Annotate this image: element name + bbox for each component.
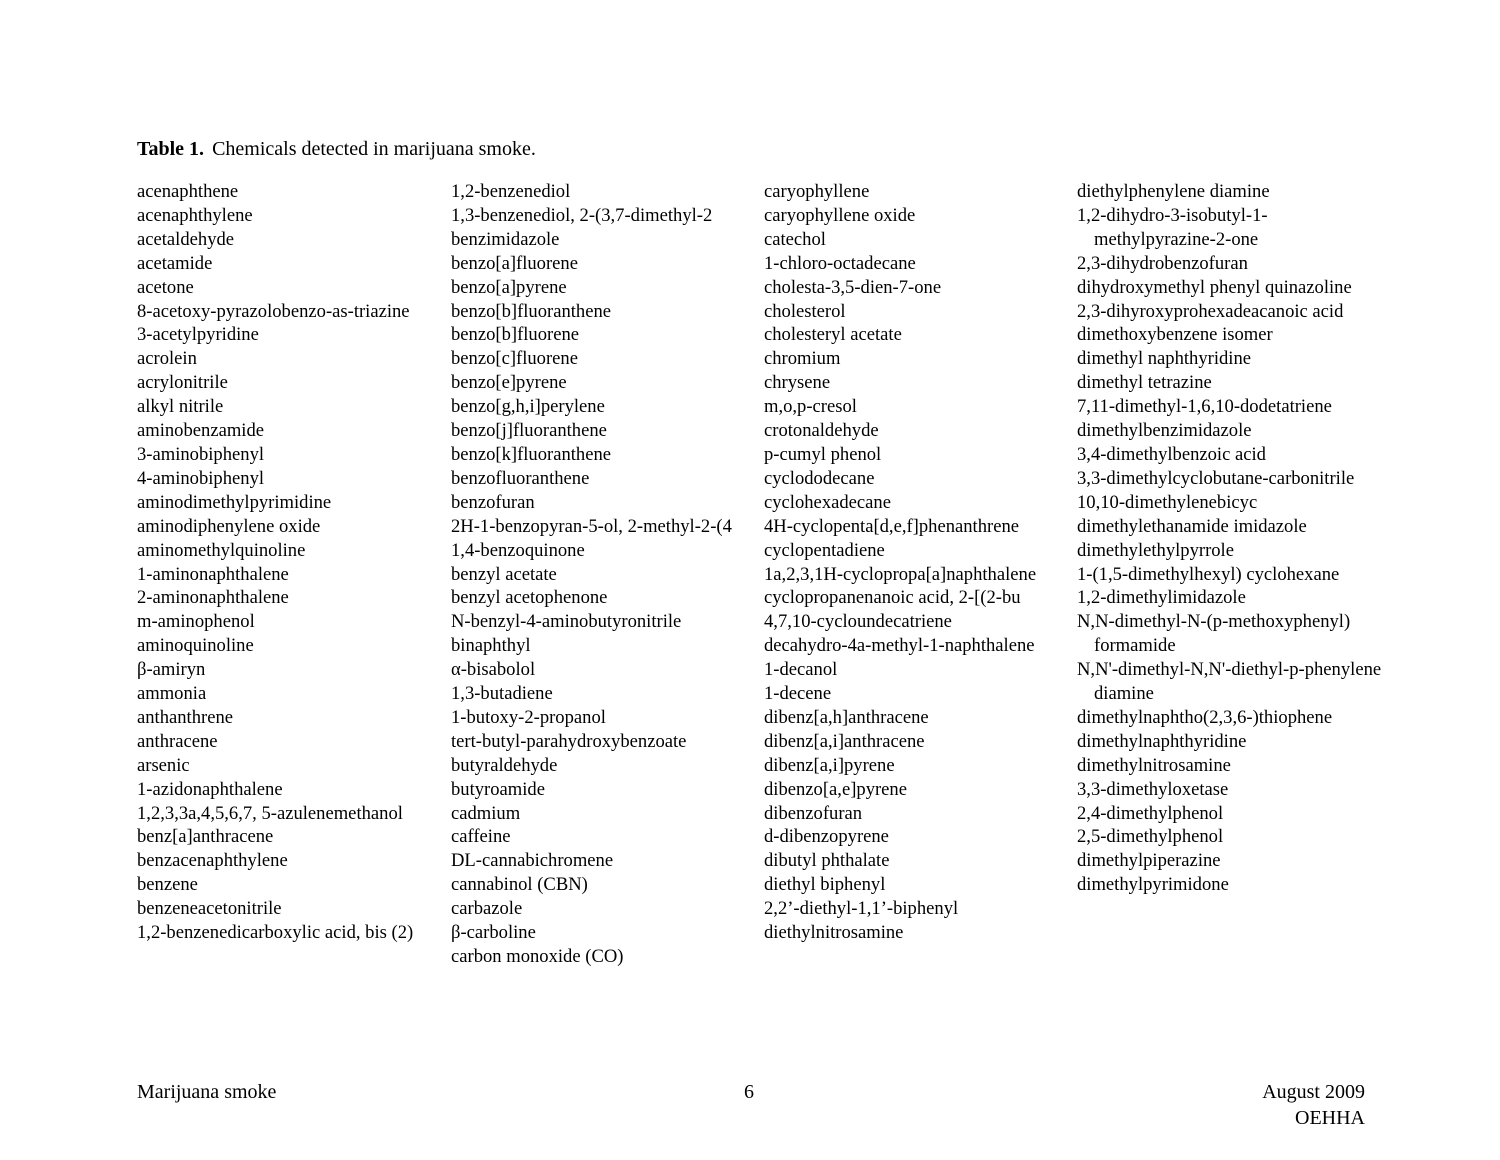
chemical-list-item: 2H-1-benzopyran-5-ol, 2-methyl-2-(4 [451,515,732,537]
chemical-list-item: 1-(1,5-dimethylhexyl) cyclohexane [1077,563,1340,585]
chemical-list-item: d-dibenzopyrene [764,826,889,848]
chemical-list-item: benzyl acetate [451,563,557,585]
footer-page-number: 6 [744,1081,754,1103]
chemical-list-item: 1,2,3,3a,4,5,6,7, 5-azulenemethanol [137,802,403,824]
chemical-list-item: aminomethylquinoline [137,539,306,561]
chemical-list-item: m-aminophenol [137,611,255,633]
chemical-list-column-1 [137,180,437,945]
chemical-list-item: anthracene [137,730,218,752]
chemical-list-item: 1-decanol [764,659,838,681]
chemical-list-item: 2,2’-diethyl-1,1’-biphenyl [764,898,959,920]
table-caption [137,136,536,162]
chemical-list-item: aminobenzamide [137,420,265,442]
chemical-list-item: 1,2-benzenediol [451,181,571,202]
chemical-list-item: benzo[b]fluorene [451,324,580,346]
chemical-list-item: benzofuran [451,491,535,513]
chemical-list-item: 3,3-dimethyloxetase [1077,778,1229,800]
chemical-list-item: β-amiryn [137,659,206,681]
chemical-list-item: acrolein [137,348,197,370]
chemical-list-item: 1-chloro-octadecane [764,252,916,274]
chemical-list-item: carbazole [451,898,523,920]
chemical-list-item: cholesta-3,5-dien-7-one [764,276,942,298]
chemical-list-item: diethylnitrosamine [764,922,904,944]
chemical-list-item: decahydro-4a-methyl-1-naphthalene [764,635,1035,657]
chemical-list-item: 2,4-dimethylphenol [1077,802,1224,824]
chemical-list-item: acetone [137,276,194,298]
chemical-list-item: dimethylpiperazine [1077,850,1221,872]
chemical-list-item: α-bisabolol [451,659,536,681]
chemical-list-item: benz[a]anthracene [137,826,274,848]
chemical-list-item: cyclohexadecane [764,491,891,513]
table-caption-label: Table 1. [137,138,205,160]
chemical-list-item: 1,2-dimethylimidazole [1077,587,1246,609]
chemical-list-item: benzo[b]fluoranthene [451,300,612,322]
chemical-list-item: arsenic [137,754,190,776]
chemical-list-item: 1,3-benzenediol, 2-(3,7-dimethyl-2 [451,204,713,226]
footer-date: August 2009 [1262,1081,1365,1103]
chemical-list-item: benzeneacetonitrile [137,898,282,920]
footer-document-title: Marijuana smoke [137,1081,277,1103]
chemical-list-item: aminoquinoline [137,635,254,657]
chemical-list-item: dibutyl phthalate [764,850,890,872]
chemical-list-item: 3-aminobiphenyl [137,443,265,465]
chemical-list-item: caffeine [451,826,511,848]
chemical-list-item: N,N-dimethyl-N-(p-methoxyphenyl) formamide [1077,611,1351,657]
chemical-list-item: acenaphthylene [137,204,253,226]
chemical-list-item: 1-decene [764,683,832,705]
chemical-list-item: dimethyl naphthyridine [1077,348,1252,370]
chemical-list-item: benzo[e]pyrene [451,372,567,394]
chemical-list-item: dimethylethylpyrrole [1077,539,1234,561]
chemical-list-item: alkyl nitrile [137,396,224,418]
chemical-list-column-3 [764,180,1069,945]
chemical-list-item: dimethylnaphtho(2,3,6-)thiophene [1077,706,1333,728]
chemical-list-item: chromium [764,348,841,370]
chemical-list-item: β-carboline [451,922,536,944]
chemical-list-item: 8-acetoxy-pyrazolobenzo-as-triazine [137,300,410,322]
chemical-list-item: 4-aminobiphenyl [137,467,265,489]
chemical-list-item: chrysene [764,372,831,394]
chemical-list-item: caryophyllene oxide [764,204,916,226]
footer-org: OEHHA [1295,1107,1365,1129]
chemical-list-column-4 [1077,180,1382,897]
chemical-list-item: 1-azidonaphthalene [137,778,283,800]
chemical-list-item: 1,3-butadiene [451,683,553,705]
chemical-list-item: 3,4-dimethylbenzoic acid [1077,443,1266,465]
chemical-list-item: dimethylnitrosamine [1077,754,1231,776]
chemical-list-item: anthanthrene [137,706,234,728]
chemical-list-item: benzo[c]fluorene [451,348,578,370]
chemical-list-item: dimethoxybenzene isomer [1077,324,1273,346]
chemical-list-item: acetaldehyde [137,228,235,250]
chemical-list-item: m,o,p-cresol [764,396,857,418]
chemical-list-item: butyraldehyde [451,754,558,776]
chemical-list-item: carbon monoxide (CO) [451,946,624,967]
chemical-list-item: dihydroxymethyl phenyl quinazoline [1077,276,1352,298]
chemical-list-item: 4,7,10-cycloundecatriene [764,611,952,633]
chemical-list-item: dibenzo[a,e]pyrene [764,778,907,800]
chemical-list-item: dimethylpyrimidone [1077,874,1229,896]
chemical-list-item: benzo[j]fluoranthene [451,420,607,442]
chemical-list-item: dimethyl tetrazine [1077,372,1212,394]
chemical-list-item: benzo[g,h,i]perylene [451,396,605,418]
chemical-list-item: acrylonitrile [137,372,228,394]
chemical-list-item: binaphthyl [451,635,531,657]
chemical-list-item: 2,3-dihyroxyprohexadeacanoic acid [1077,300,1344,322]
chemical-list-item: 1-butoxy-2-propanol [451,706,606,728]
chemical-list-column-2 [451,180,751,969]
chemical-list-item: benzo[a]pyrene [451,276,567,298]
chemical-list-item: cyclopropanenanoic acid, 2-[(2-bu [764,587,1021,609]
chemical-list-item: cadmium [451,802,521,824]
chemical-list-item: dimethylethanamide imidazole [1077,515,1307,537]
chemical-list-item: 3-acetylpyridine [137,324,259,346]
chemical-list-item: benzyl acetophenone [451,587,608,609]
chemical-list-item: 1,2-dihydro-3-isobutyl-1-methylpyrazine-2-one [1077,204,1268,250]
chemical-list-item: p-cumyl phenol [764,443,882,465]
chemical-list-item: benzacenaphthylene [137,850,288,872]
chemical-list-item: 1a,2,3,1H-cyclopropa[a]naphthalene [764,563,1037,585]
chemical-list-item: cholesteryl acetate [764,324,902,346]
chemical-list-item: benzo[k]fluoranthene [451,443,612,465]
chemical-list-item: 1,2-benzenedicarboxylic acid, bis (2) [137,922,414,944]
chemical-list-item: caryophyllene [764,181,870,202]
chemical-list-item: DL-cannabichromene [451,850,614,872]
chemical-list-item: benzofluoranthene [451,467,590,489]
chemical-list-item: dibenz[a,i]pyrene [764,754,895,776]
chemical-list-item: 10,10-dimethylenebicyc [1077,491,1258,513]
chemical-list-item: dibenz[a,h]anthracene [764,706,929,728]
chemical-list-item: 2,3-dihydrobenzofuran [1077,252,1248,274]
chemical-list-item: 2-aminonaphthalene [137,587,289,609]
chemical-list-item: acenaphthene [137,181,239,202]
chemical-list-item: tert-butyl-parahydroxybenzoate [451,730,687,752]
chemical-list-item: benzene [137,874,198,896]
chemical-list-item: N-benzyl-4-aminobutyronitrile [451,611,682,633]
chemical-list-item: diethylphenylene diamine [1077,181,1270,202]
chemical-list-item: crotonaldehyde [764,420,879,442]
chemical-list-item: acetamide [137,252,213,274]
chemical-list-item: cyclopentadiene [764,539,885,561]
chemical-list-item: benzo[a]fluorene [451,252,578,274]
chemical-list-item: 4H-cyclopenta[d,e,f]phenanthrene [764,515,1020,537]
chemical-list-item: diethyl biphenyl [764,874,886,896]
chemical-list-item: 2,5-dimethylphenol [1077,826,1224,848]
chemical-list-item: cyclododecane [764,467,875,489]
chemical-list-item: 1,4-benzoquinone [451,539,585,561]
chemical-list-item: 3,3-dimethylcyclobutane-carbonitrile [1077,467,1355,489]
chemical-list-item: dibenzofuran [764,802,863,824]
chemical-list-item: aminodiphenylene oxide [137,515,321,537]
chemical-list-item: benzimidazole [451,228,560,250]
chemical-list-item: cannabinol (CBN) [451,874,588,896]
chemical-list-item: aminodimethylpyrimidine [137,491,332,513]
table-caption-text: Chemicals detected in marijuana smoke. [212,138,536,160]
chemical-list-item: catechol [764,228,826,250]
chemical-list-item: dibenz[a,i]anthracene [764,730,925,752]
chemical-list-item: ammonia [137,683,207,705]
footer-date-org [1262,1079,1365,1131]
chemical-list-item: butyroamide [451,778,545,800]
chemical-list-item: cholesterol [764,300,846,322]
chemical-list-item: N,N'-dimethyl-N,N'-diethyl-p-phenylene diamine [1077,659,1382,705]
chemical-list-item: 1-aminonaphthalene [137,563,289,585]
chemical-list-item: dimethylnaphthyridine [1077,730,1247,752]
chemical-list-item: 7,11-dimethyl-1,6,10-dodetatriene [1077,396,1332,418]
chemical-list-item: dimethylbenzimidazole [1077,420,1252,442]
